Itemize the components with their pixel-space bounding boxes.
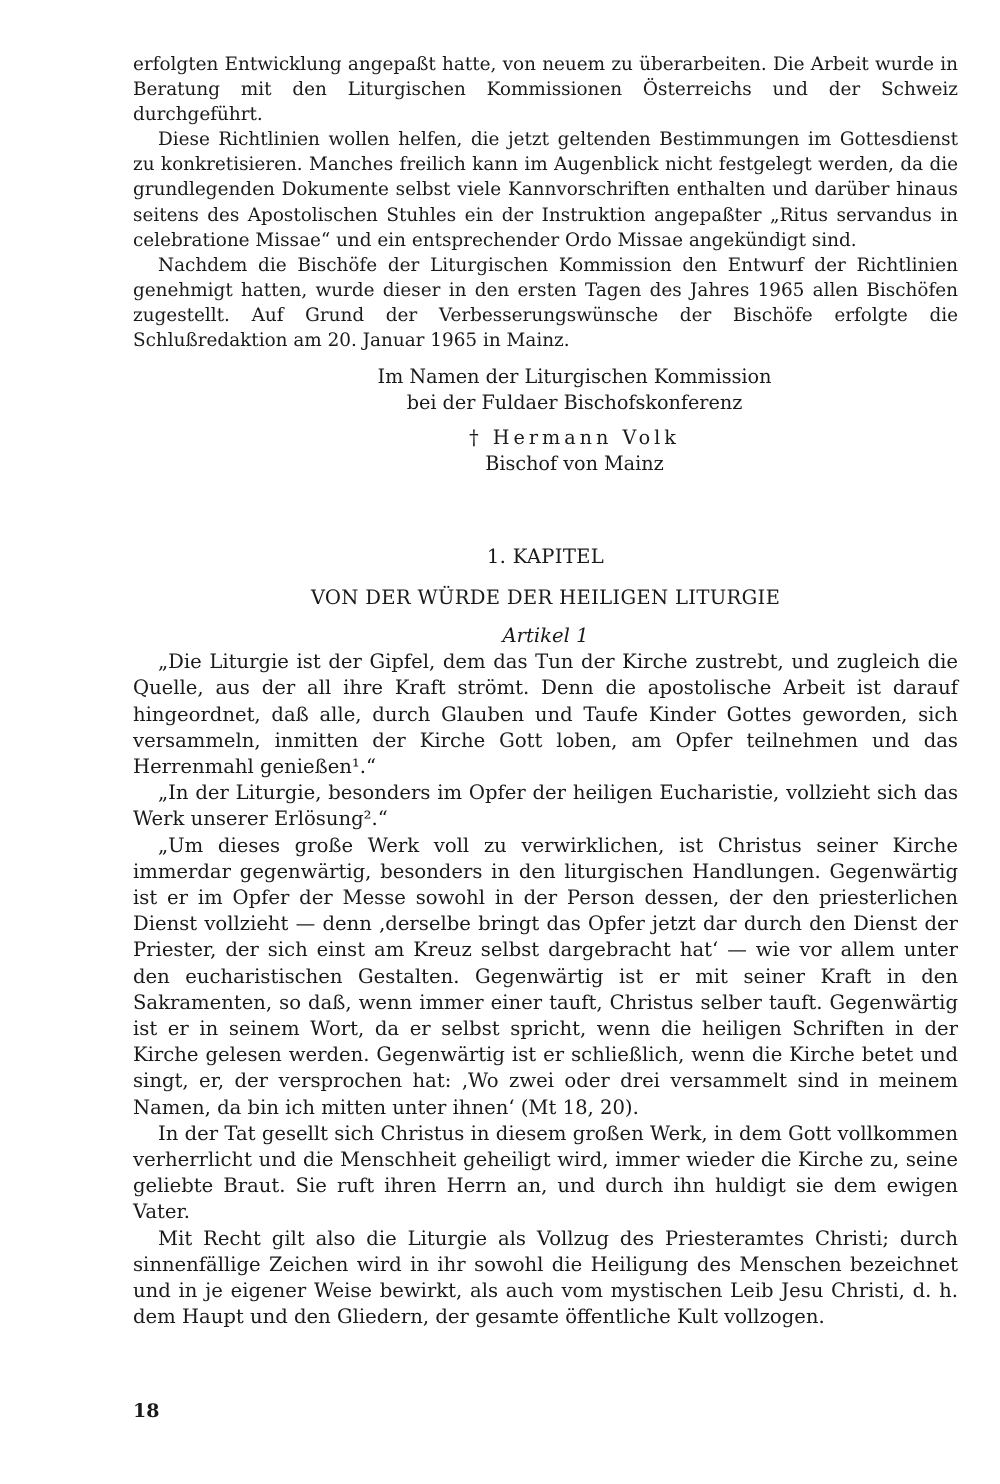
signature-line-2: bei der Fuldaer Bischofskonferenz [406, 390, 743, 414]
signature-title: Bischof von Mainz [485, 451, 664, 475]
article-title: Artikel 1 [502, 624, 589, 648]
intro-paragraph-1: erfolgten Entwicklung angepaßt hatte, von neuem zu überarbeiten. Die Arbeit wurde in Beratung mit den Liturgischen Kommissionen Österreichs und der Schweiz durchgeführt. [133, 54, 958, 126]
signature-name: † Hermann Volk [469, 426, 680, 450]
body-paragraph-5: Mit Recht gilt also die Liturgie als Vollzug des Priesteramtes Christi; durch sinnenfällige Zeichen wird in ihr sowohl die Heiligung des Menschen bezeichnet und in je eigener Weise bewirkt, als auch vom mystischen Leib Jesu Christi, d. h. dem Haupt und den Gliedern, der gesamte öffentliche Kult vollzogen. [133, 1226, 958, 1329]
intro-paragraph-3: Nachdem die Bischöfe der Liturgischen Kommission den Entwurf der Richtlinien genehmigt hatten, wurde dieser in den ersten Tagen des Jahres 1965 allen Bischöfen zugestellt. Auf Grund der Verbesserungswünsche der Bischöfe erfolgte die Schlußredaktion am 20. Januar 1965 in Mainz. [133, 254, 958, 352]
chapter-title: VON DER WÜRDE DER HEILIGEN LITURGIE [310, 586, 781, 610]
intro-paragraph-2: Diese Richtlinien wollen helfen, die jetzt geltenden Bestimmungen im Gottesdienst zu konkretisieren. Manches freilich kann im Augenblick nicht festgelegt werden, da die grundlegenden Dokumente selbst viele Kannvorschriften enthalten und darüber hinaus seitens des Apostolischen Stuhles ein der Instruktion angepaßter „Ritus servandus in celebratione Missae“ und ein entsprechender Ordo Missae angekündigt sind. [133, 129, 958, 251]
body-paragraph-4: In der Tat gesellt sich Christus in diesem großen Werk, in dem Gott vollkommen verherrlicht und die Menschheit geheiligt wird, immer wieder die Kirche zu, seine geliebte Braut. Sie ruft ihren Herrn an, und durch ihn huldigt sie dem ewigen Vater. [133, 1121, 958, 1224]
body-paragraph-3: „Um dieses große Werk voll zu verwirklichen, ist Christus seiner Kirche immerdar gegenwärtig, besonders in den liturgischen Handlungen. Gegenwärtig ist er im Opfer der Messe sowohl in der Person dessen, der den priesterlichen Dienst vollzieht — denn ‚derselbe bringt das Opfer jetzt dar durch den Dienst der Priester, der sich einst am Kreuz selbst dargebracht hat‘ — wie vor allem unter den eucharistischen Gestalten. Gegenwärtig ist er mit seiner Kraft in den Sakramenten, so daß, wenn immer einer tauft, Christus selber tauft. Gegenwärtig ist er in seinem Wort, da er selbst spricht, wenn die heiligen Schriften in der Kirche gelesen werden. Gegenwärtig ist er schließlich, wenn die Kirche betet und singt, er, der versprochen hat: ‚Wo zwei oder drei versammelt sind in meinem Namen, da bin ich mitten unter ihnen‘ (Mt 18, 20). [133, 833, 958, 1119]
body-paragraph-1: „Die Liturgie ist der Gipfel, dem das Tun der Kirche zustrebt, und zugleich die Quelle, aus der all ihre Kraft strömt. Denn die apostolische Arbeit ist darauf hingeordnet, daß alle, durch Glauben und Taufe Kinder Gottes geworden, sich versammeln, inmitten der Kirche Gott loben, am Opfer teilnehmen und das Herrenmahl genießen¹.“ [133, 650, 958, 778]
page-number: 18 [133, 1400, 160, 1422]
signature-line-1: Im Namen der Liturgischen Kommission [377, 365, 772, 389]
signature-block [133, 364, 958, 476]
body-paragraph-2: „In der Liturgie, besonders im Opfer der heiligen Eucharistie, vollzieht sich das Werk unserer Erlösung².“ [133, 781, 958, 831]
page-content [133, 52, 958, 1330]
chapter-number: 1. KAPITEL [486, 545, 605, 569]
